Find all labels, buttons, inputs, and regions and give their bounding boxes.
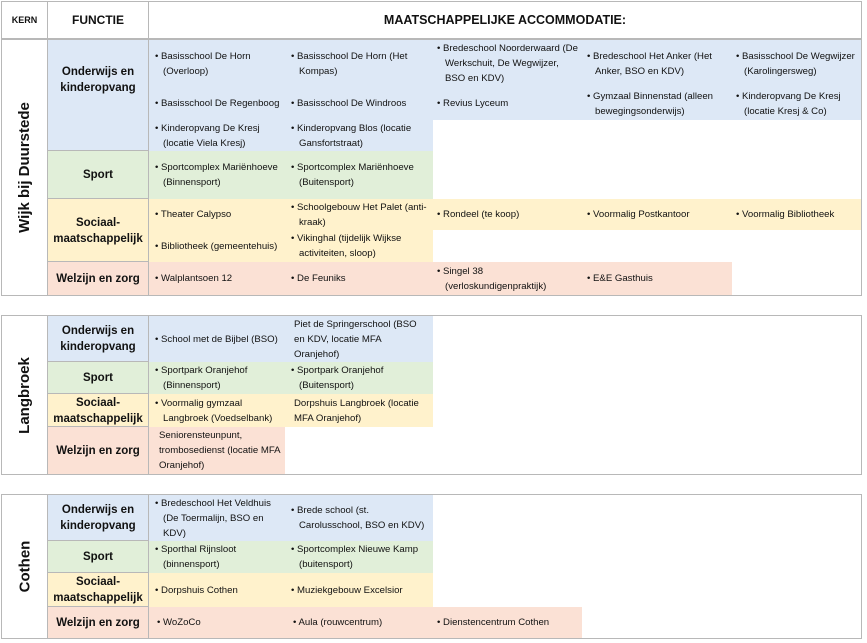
- accommodation-cell: Dorpshuis Langbroek (locatie MFA Oranjehof): [294, 397, 419, 424]
- accommodation-cell: • Muziekgebouw Excelsior: [291, 584, 403, 596]
- accommodation-cell: • Gymzaal Binnenstad (alleen bewegingsonderwijs): [587, 90, 714, 117]
- function-sociaal: Sociaal-maatschappelijk: [53, 216, 143, 245]
- function-sociaal: Sociaal-maatschappelijk: [53, 396, 143, 425]
- accommodation-cell: • Theater Calypso: [155, 209, 232, 220]
- accommodation-cell: • Vikinghal (tijdelijk Wijkse activiteiten, sloop): [291, 233, 402, 259]
- function-welzijn: Welzijn en zorg: [56, 444, 140, 457]
- accommodation-cell: • Bredeschool Het Anker (Het Anker, BSO en KDV): [587, 50, 712, 77]
- accommodation-cell: • Bibliotheek (gemeentehuis): [155, 240, 278, 252]
- accommodation-cell: • Kinderopvang De Kresj (locatie Viela Kresj): [155, 122, 260, 149]
- accommodation-cell: • Brede school (st. Carolusschool, BSO en KDV): [291, 505, 425, 531]
- accommodation-cell: • Basisschool De Horn (Overloop): [155, 50, 251, 77]
- kern-label: Wijk bij Duurstede: [16, 102, 33, 233]
- accommodation-cell: • De Feuniks: [291, 273, 346, 284]
- accommodation-cell: • Kinderopvang De Kresj (locatie Kresj & Co): [736, 90, 841, 117]
- accommodation-cell: Piet de Springerschool (BSO en KDV, locatie MFA Oranjehof): [294, 318, 417, 360]
- accommodation-cell: • Sportcomplex Mariënhoeve (Binnensport): [155, 162, 278, 188]
- header-accommodatie: MAATSCHAPPELIJKE ACCOMMODATIE:: [383, 13, 627, 27]
- accommodation-cell: • Rondeel (te koop): [437, 209, 520, 220]
- accommodation-cell: • E&E Gasthuis: [587, 273, 653, 284]
- accommodation-cell: • Schoolgebouw Het Palet (anti-kraak): [291, 201, 427, 228]
- header-functie: FUNCTIE: [72, 13, 124, 27]
- accommodation-cell: • Sportcomplex Mariënhoeve (Buitensport): [291, 162, 414, 188]
- function-welzijn: Welzijn en zorg: [56, 616, 140, 629]
- function-sport: Sport: [82, 551, 114, 563]
- accommodation-cell: • Basisschool De Horn (Het Kompas): [291, 50, 408, 77]
- accommodation-cell: • Basisschool De Regenboog: [155, 98, 280, 109]
- function-sport: Sport: [82, 169, 114, 181]
- accommodation-cell: • Sportcomplex Nieuwe Kamp (buitensport): [291, 544, 419, 570]
- header-kern: KERN: [11, 15, 38, 25]
- kern-label: Cothen: [16, 540, 34, 593]
- function-onderwijs: Onderwijs en kinderopvang: [60, 504, 136, 532]
- accommodation-cell: • Singel 38 (verloskundigenpraktijk): [437, 265, 547, 292]
- accommodation-cell: • Sportpark Oranjehof (Buitensport): [291, 365, 384, 391]
- accommodation-cell: • Revius Lyceum: [437, 98, 509, 109]
- accommodation-cell: • Bredeschool Het Veldhuis (De Toermalijn, BSO en KDV): [155, 497, 271, 539]
- accommodation-cell: • School met de Bijbel (BSO): [155, 333, 278, 345]
- function-sociaal: Sociaal-maatschappelijk: [53, 576, 143, 604]
- function-onderwijs: Onderwijs en kinderopvang: [60, 66, 136, 94]
- function-sport: Sport: [82, 372, 114, 384]
- accommodation-cell: • Sportpark Oranjehof (Binnensport): [155, 365, 248, 391]
- accommodation-cell: • Voormalig Bibliotheek: [736, 209, 835, 220]
- function-onderwijs: Onderwijs en kinderopvang: [60, 325, 136, 353]
- accommodation-cell: Seniorensteunpunt, trombosedienst (locatie MFA Oranjehof): [159, 430, 281, 471]
- accommodation-cell: • Voormalig Postkantoor: [587, 209, 690, 220]
- kern-label: Langbroek: [16, 356, 33, 434]
- accommodation-cell: • Aula (rouwcentrum): [293, 617, 383, 628]
- accommodation-cell: • WoZoCo: [157, 617, 201, 628]
- accommodation-cell: • Basisschool De Wegwijzer (Karolingersweg): [736, 50, 855, 77]
- accommodation-cell: • Bredeschool Noorderwaard (De Werkschuit, De Wegwijzer, BSO en KDV): [437, 43, 578, 84]
- accommodation-cell: • Sporthal Rijnsloot (binnensport): [155, 544, 237, 570]
- accommodation-cell: • Dienstencentrum Cothen: [437, 617, 550, 628]
- accommodation-cell: • Basisschool De Windroos: [291, 98, 407, 109]
- accommodation-cell: • Voormalig gymzaal Langbroek (Voedselbank): [155, 397, 273, 424]
- accommodation-cell: • Kinderopvang Blos (locatie Gansfortstraat): [291, 122, 412, 149]
- accommodation-cell: • Dorpshuis Cothen: [155, 584, 238, 596]
- accommodation-cell: • Walplantsoen 12: [155, 273, 233, 284]
- function-welzijn: Welzijn en zorg: [56, 272, 140, 285]
